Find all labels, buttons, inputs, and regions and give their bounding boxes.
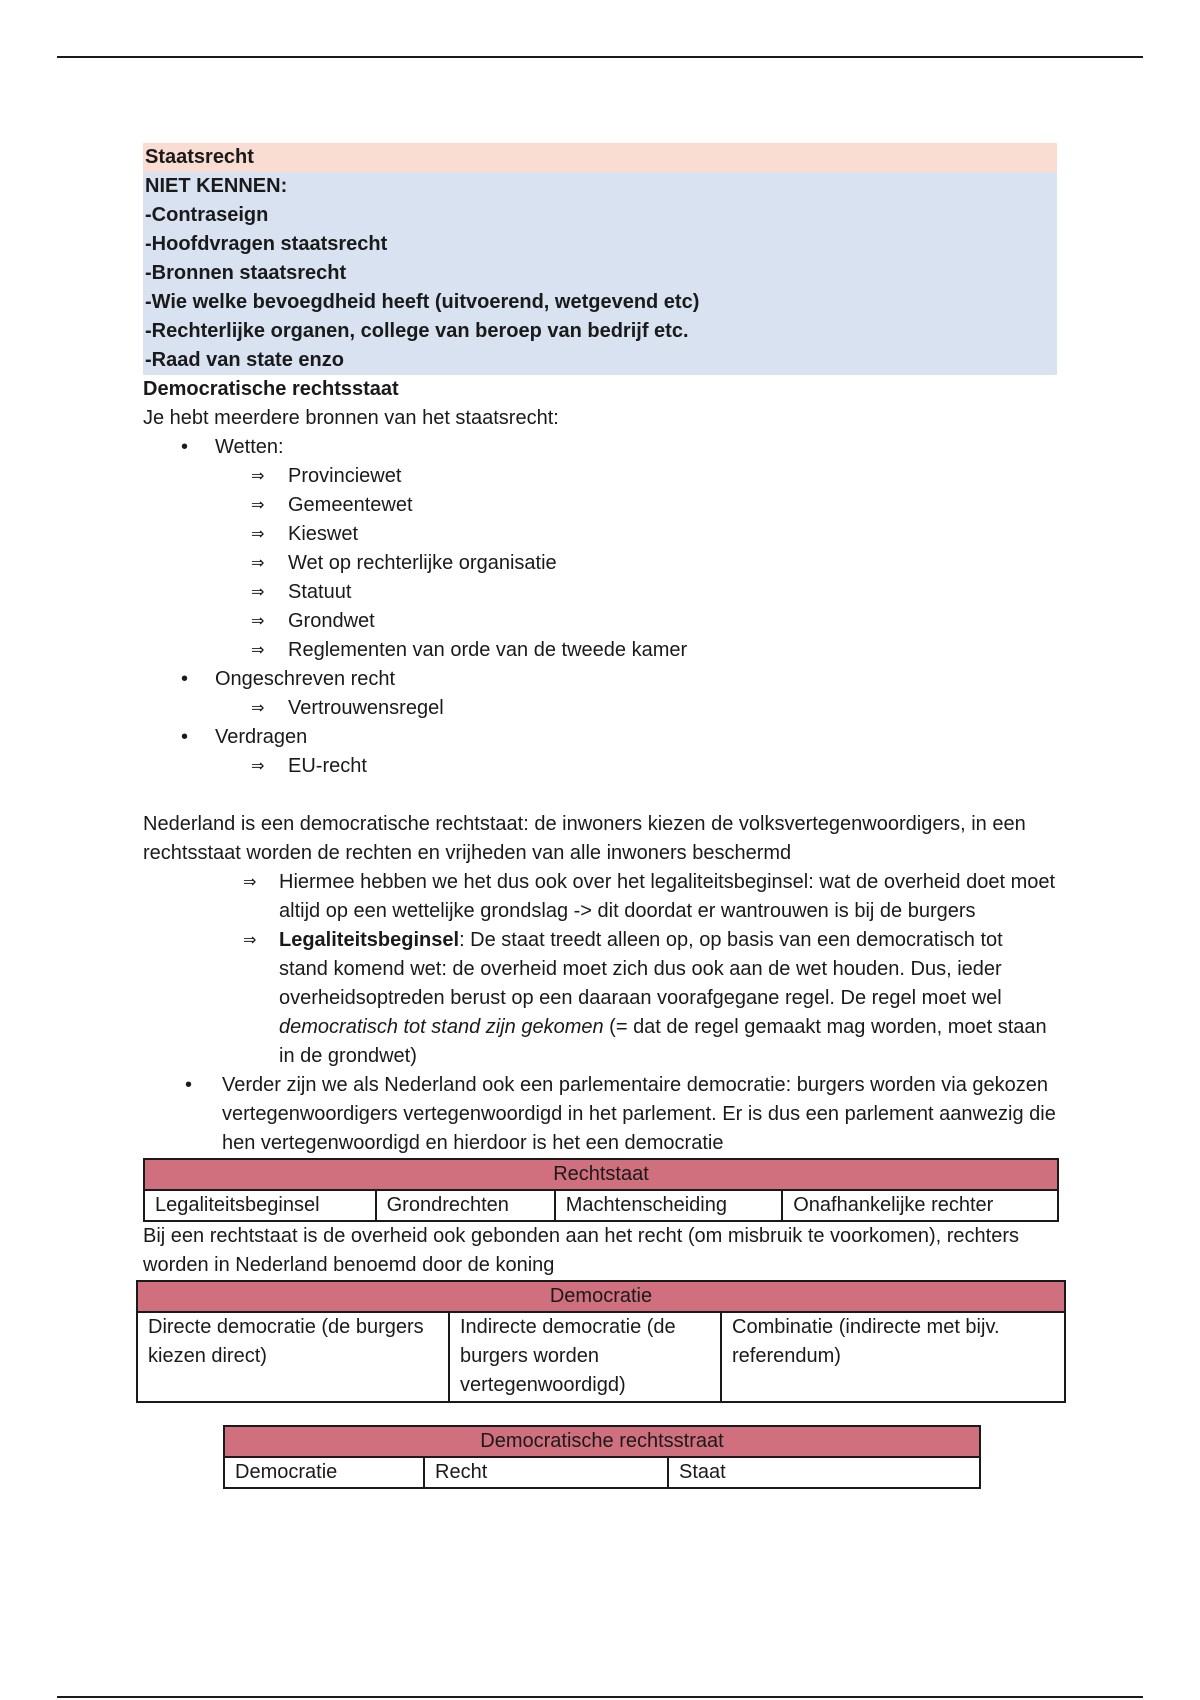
point-legaliteit-definition (143, 926, 1057, 1071)
democratische-rechtsstraat-table (223, 1425, 981, 1489)
table-cell: Staat (668, 1457, 980, 1488)
point-parlementaire-democratie: • Verder zijn we als Nederland ook een parlementaire democratie: burgers worden via gekozen vertegenwoordigers vertegenwoordigd in het parlement. Er is dus een parlement aanwezig die hen vertegenwoordigd en hierdoor is het een democratie (143, 1071, 1057, 1158)
intro-text: Je hebt meerdere bronnen van het staatsrecht: (143, 407, 559, 429)
table-cell: Legaliteitsbeginsel (144, 1190, 376, 1221)
top-rule (57, 56, 1143, 58)
list-item: ⇒ Vertrouwensregel (143, 694, 1057, 723)
list-item-verdragen: • Verdragen (143, 723, 1057, 752)
niet-kennen-heading: NIET KENNEN: (145, 175, 288, 197)
list-item: ⇒ Reglementen van orde van de tweede kamer (143, 636, 1057, 665)
point-legaliteit-intro: ⇒ Hiermee hebben we het dus ook over het legaliteitsbeginsel: wat de overheid doet moet altijd op een wettelijke grondslag -> dit doordat er wantrouwen is bij de burgers (143, 868, 1057, 926)
list-item: ⇒ Wet op rechterlijke organisatie (143, 549, 1057, 578)
niet-kennen-item: -Hoofdvragen staatsrecht (145, 233, 388, 255)
drs-table-header: Democratische rechtsstraat (224, 1426, 980, 1457)
niet-kennen-item: -Bronnen staatsrecht (145, 262, 347, 284)
niet-kennen-item: -Wie welke bevoegdheid heeft (uitvoerend, wetgevend etc) (145, 291, 700, 313)
rechtstaat-table (143, 1158, 1059, 1222)
table-cell: Recht (424, 1457, 668, 1488)
term-legaliteitsbeginsel: Legaliteitsbeginsel (279, 929, 460, 951)
list-item-ongeschreven: • Ongeschreven recht (143, 665, 1057, 694)
democratie-table-header: Democratie (137, 1281, 1065, 1312)
rechtstaat-table-header: Rechtstaat (144, 1159, 1058, 1190)
table-cell: Grondrechten (376, 1190, 555, 1221)
table-cell: Indirecte democratie (de burgers worden vertegenwoordigd) (449, 1312, 721, 1402)
section-heading: Democratische rechtsstaat (143, 378, 399, 400)
bottom-rule (57, 1696, 1143, 1698)
page-title: Staatsrecht (143, 143, 1057, 172)
paragraph-rechter: Bij een rechtstaat is de overheid ook gebonden aan het recht (om misbruik te voorkomen), rechters worden in Nederland benoemd door de koning (143, 1225, 1020, 1276)
democratie-table (136, 1280, 1066, 1403)
niet-kennen-block (143, 172, 1057, 375)
list-item: ⇒ Provinciewet (143, 462, 1057, 491)
list-item: ⇒ Gemeentewet (143, 491, 1057, 520)
list-item: ⇒ Kieswet (143, 520, 1057, 549)
sources-list (143, 433, 1057, 781)
list-item: ⇒ EU-recht (143, 752, 1057, 781)
paragraph-rechtstaat: Nederland is een democratische rechtstaat: de inwoners kiezen de volksvertegenwoordigers, in een rechtsstaat worden de rechten en vrijheden van alle inwoners beschermd (143, 813, 1026, 864)
list-item: ⇒ Grondwet (143, 607, 1057, 636)
definition-text: : De staat treedt alleen op, op basis van een democratisch tot stand komend wet: de overheid moet zich dus ook aan de wet houden. Dus, ieder overheidsoptreden berust op een daaraan voorafgegane regel. De regel moet wel (279, 929, 1003, 1009)
table-cell: Machtenscheiding (555, 1190, 782, 1221)
niet-kennen-item: -Contraseign (145, 204, 269, 226)
blank-line (143, 781, 1057, 810)
definition-emphasis: democratisch tot stand zijn gekomen (279, 1016, 604, 1038)
table-cell: Combinatie (indirecte met bijv. referendum) (721, 1312, 1065, 1402)
niet-kennen-item: -Raad van state enzo (145, 349, 344, 371)
list-item: ⇒ Statuut (143, 578, 1057, 607)
document-body (143, 143, 1057, 1489)
table-cell: Directe democratie (de burgers kiezen direct) (137, 1312, 449, 1402)
list-item-wetten: • Wetten: (143, 433, 1057, 462)
table-cell: Onafhankelijke rechter (782, 1190, 1058, 1221)
definition-text-end: (= dat de regel gemaakt mag worden, moet staan in de grondwet) (279, 1016, 1047, 1067)
table-cell: Democratie (224, 1457, 424, 1488)
niet-kennen-item: -Rechterlijke organen, college van beroep van bedrijf etc. (145, 320, 689, 342)
